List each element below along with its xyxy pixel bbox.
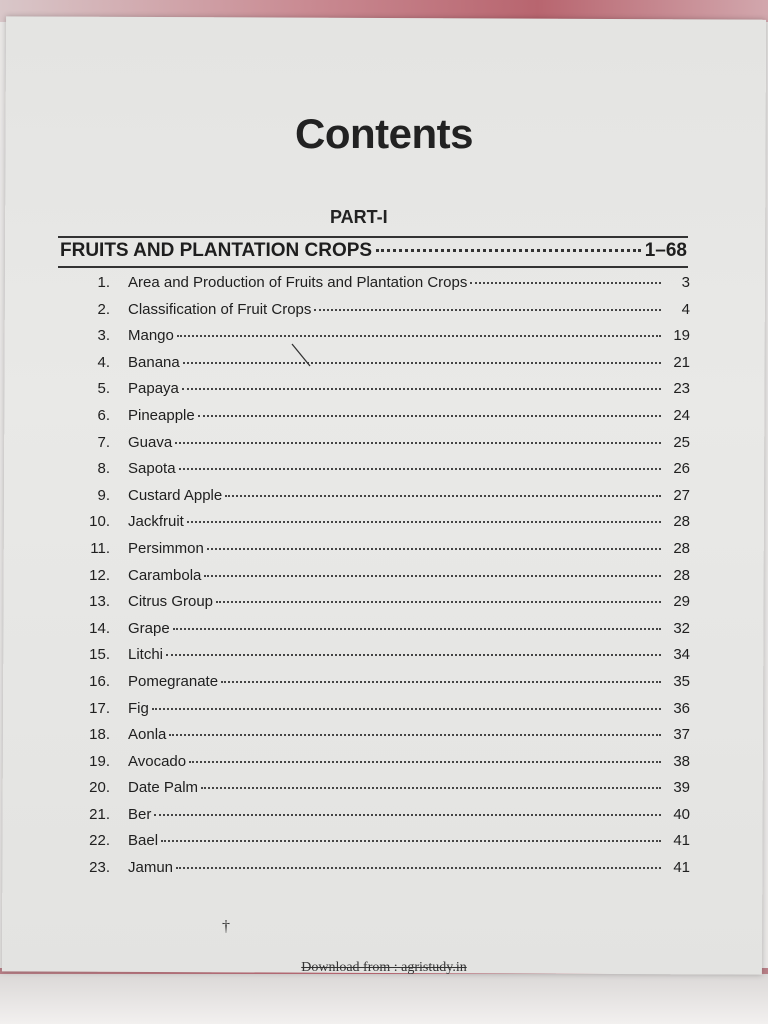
entry-number: 5. <box>97 380 110 398</box>
contents-entry <box>80 540 690 567</box>
section-heading <box>60 240 687 266</box>
contents-entry <box>80 726 690 753</box>
entry-leader-dots <box>470 282 661 284</box>
section-rule-bottom <box>58 266 688 268</box>
entry-page-number: 21 <box>673 353 690 371</box>
entry-page-number: 3 <box>681 274 690 291</box>
contents-entry <box>80 779 690 806</box>
entry-page-number: 4 <box>681 300 690 318</box>
entry-title: Persimmon <box>128 539 204 557</box>
entry-leader-dots <box>173 628 661 630</box>
entry-title: Fig <box>128 699 149 717</box>
entry-page-number: 36 <box>673 699 690 717</box>
contents-entry <box>80 806 690 833</box>
entry-page-number: 28 <box>673 566 690 584</box>
contents-entry <box>80 327 690 354</box>
entry-title: Litchi <box>128 646 164 664</box>
entry-page-number: 27 <box>673 486 690 504</box>
section-page-range: 1–68 <box>644 240 687 261</box>
contents-entry <box>80 673 690 700</box>
entry-number: 12. <box>89 566 110 584</box>
entry-title: Bael <box>128 832 159 850</box>
pen-mark <box>290 340 314 368</box>
entry-number: 8. <box>97 460 110 478</box>
entry-page-number: 41 <box>673 832 690 850</box>
contents-entry <box>80 753 690 780</box>
contents-entry <box>80 593 690 620</box>
entry-page-number: 38 <box>673 752 690 770</box>
entry-leader-dots <box>189 761 661 763</box>
entry-number: 4. <box>97 353 110 371</box>
entry-title: Avocado <box>128 752 187 770</box>
contents-entry <box>80 380 690 407</box>
contents-entry <box>80 354 690 381</box>
entry-leader-dots <box>161 840 661 842</box>
entry-title: Carambola <box>128 566 202 584</box>
entry-number: 14. <box>89 619 110 637</box>
entry-number: 17. <box>89 699 110 717</box>
entry-title: Aonla <box>128 726 167 744</box>
entry-leader-dots <box>204 575 661 577</box>
contents-entry <box>80 487 690 514</box>
contents-entry <box>80 700 690 727</box>
entry-leader-dots <box>179 468 661 470</box>
download-footer: Download from : agristudy.in <box>301 960 467 975</box>
entry-leader-dots <box>221 681 661 683</box>
entry-leader-dots <box>183 362 661 364</box>
entry-title: Mango <box>128 327 174 345</box>
page-title: Contents <box>295 110 473 157</box>
entry-leader-dots <box>177 335 661 337</box>
entry-number: 21. <box>89 805 110 823</box>
contents-entry <box>80 832 690 859</box>
entry-number: 1. <box>97 274 110 291</box>
entry-leader-dots <box>314 309 661 311</box>
entry-title: Pineapple <box>128 406 195 424</box>
contents-entry <box>80 301 690 328</box>
entry-page-number: 19 <box>673 327 690 345</box>
entry-number: 2. <box>97 300 110 318</box>
entry-leader-dots <box>198 415 661 417</box>
contents-entry <box>80 859 690 886</box>
part-heading: PART-I <box>330 207 388 227</box>
entry-title: Ber <box>128 805 152 823</box>
entry-number: 15. <box>89 646 110 664</box>
entry-number: 13. <box>89 593 110 611</box>
entry-number: 19. <box>89 752 110 770</box>
entry-title: Sapota <box>128 460 176 478</box>
entry-title: Guava <box>128 433 173 451</box>
entry-page-number: 35 <box>673 672 690 690</box>
entry-page-number: 28 <box>673 539 690 557</box>
contents-entry <box>80 620 690 647</box>
section-rule-top <box>58 236 688 238</box>
entry-leader-dots <box>187 521 661 523</box>
contents-list <box>80 274 690 886</box>
entry-title: Grape <box>128 619 170 637</box>
entry-title: Citrus Group <box>128 593 214 611</box>
entry-page-number: 29 <box>673 593 690 611</box>
entry-leader-dots <box>182 388 661 390</box>
contents-entry <box>80 513 690 540</box>
entry-leader-dots <box>207 548 661 550</box>
entry-page-number: 37 <box>673 726 690 744</box>
entry-title: Jackfruit <box>128 513 184 531</box>
section-leader-dots <box>376 249 641 252</box>
entry-number: 3. <box>97 327 110 345</box>
entry-number: 20. <box>89 779 110 797</box>
entry-page-number: 28 <box>673 513 690 531</box>
contents-entry <box>80 434 690 461</box>
entry-page-number: 32 <box>673 619 690 637</box>
contents-entry <box>80 274 690 301</box>
entry-page-number: 24 <box>673 406 690 424</box>
entry-page-number: 26 <box>673 460 690 478</box>
entry-number: 6. <box>97 406 110 424</box>
entry-leader-dots <box>169 734 661 736</box>
contents-entry <box>80 646 690 673</box>
contents-entry <box>80 407 690 434</box>
entry-title: Pomegranate <box>128 672 219 690</box>
entry-page-number: 40 <box>673 805 690 823</box>
entry-leader-dots <box>175 442 661 444</box>
section-label: FRUITS AND PLANTATION CROPS <box>60 240 373 261</box>
entry-page-number: 34 <box>673 646 690 664</box>
entry-leader-dots <box>176 867 661 869</box>
entry-number: 18. <box>89 726 110 744</box>
entry-leader-dots <box>154 814 661 816</box>
entry-number: 11. <box>90 539 110 557</box>
entry-leader-dots <box>201 787 661 789</box>
entry-page-number: 23 <box>673 380 690 398</box>
entry-title: Date Palm <box>128 779 199 797</box>
entry-leader-dots <box>152 708 661 710</box>
entry-page-number: 25 <box>673 433 690 451</box>
entry-title: Papaya <box>128 380 179 398</box>
contents-entry <box>80 567 690 594</box>
background-table-bottom <box>0 968 768 1024</box>
entry-number: 23. <box>89 859 110 877</box>
entry-number: 10. <box>89 513 110 531</box>
entry-number: 22. <box>89 832 110 850</box>
entry-number: 16. <box>89 672 110 690</box>
entry-title: Banana <box>128 353 180 371</box>
entry-number: 7. <box>97 433 110 451</box>
entry-title: Jamun <box>128 859 174 877</box>
entry-page-number: 39 <box>673 779 690 797</box>
entry-page-number: 41 <box>673 859 690 877</box>
handwritten-marginal-note: † <box>222 918 230 935</box>
entry-leader-dots <box>166 654 661 656</box>
entry-title: Custard Apple <box>128 486 223 504</box>
entry-title: Area and Production of Fruits and Plantation Crops <box>128 274 468 291</box>
contents-entry <box>80 460 690 487</box>
entry-title: Classification of Fruit Crops <box>128 300 312 318</box>
entry-leader-dots <box>216 601 661 603</box>
entry-leader-dots <box>225 495 661 497</box>
entry-number: 9. <box>97 486 110 504</box>
